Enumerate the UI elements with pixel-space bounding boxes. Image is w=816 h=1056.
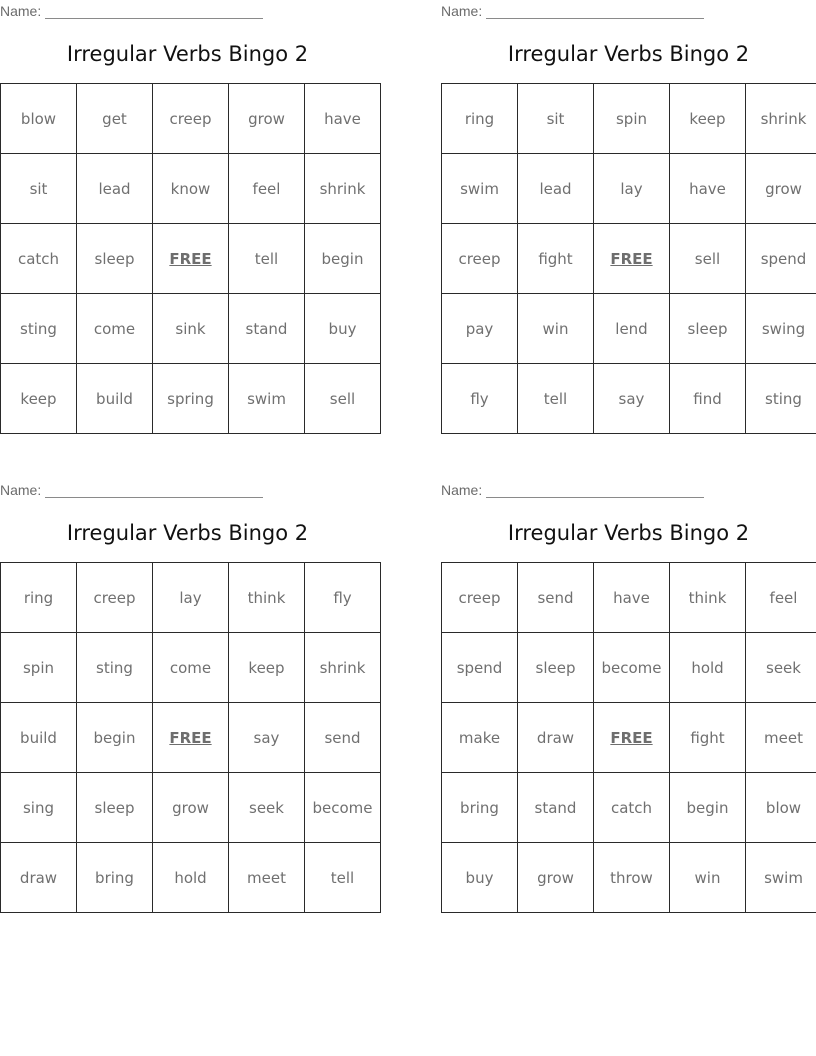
bingo-cell: buy bbox=[305, 294, 381, 364]
bingo-cell: sit bbox=[518, 84, 594, 154]
grid-row bbox=[1, 703, 381, 773]
grid-row bbox=[1, 773, 381, 843]
bingo-cell: lend bbox=[594, 294, 670, 364]
bingo-grid bbox=[0, 562, 381, 913]
free-space-cell: FREE bbox=[153, 224, 229, 294]
grid-row bbox=[442, 294, 816, 364]
bingo-cell: spring bbox=[153, 364, 229, 434]
bingo-cell: begin bbox=[305, 224, 381, 294]
bingo-cell: swim bbox=[746, 843, 816, 913]
bingo-cell: catch bbox=[594, 773, 670, 843]
bingo-cell: send bbox=[305, 703, 381, 773]
bingo-cell: become bbox=[594, 633, 670, 703]
bingo-cell: grow bbox=[746, 154, 816, 224]
bingo-cell: hold bbox=[670, 633, 746, 703]
bingo-cell: have bbox=[594, 563, 670, 633]
bingo-cell: hold bbox=[153, 843, 229, 913]
bingo-cell: begin bbox=[77, 703, 153, 773]
bingo-cell: know bbox=[153, 154, 229, 224]
card-title: Irregular Verbs Bingo 2 bbox=[507, 521, 750, 545]
bingo-cell: send bbox=[518, 563, 594, 633]
bingo-cell: build bbox=[77, 364, 153, 434]
bingo-cell: come bbox=[77, 294, 153, 364]
free-space-cell: FREE bbox=[594, 703, 670, 773]
name-field bbox=[0, 482, 263, 498]
bingo-cell: win bbox=[670, 843, 746, 913]
bingo-cell: creep bbox=[77, 563, 153, 633]
grid-row bbox=[1, 224, 381, 294]
bingo-cell: shrink bbox=[305, 154, 381, 224]
bingo-cell: sink bbox=[153, 294, 229, 364]
grid-row bbox=[442, 84, 816, 154]
bingo-cell: spin bbox=[1, 633, 77, 703]
bingo-cell: lead bbox=[518, 154, 594, 224]
bingo-cell: sleep bbox=[77, 773, 153, 843]
bingo-cell: have bbox=[305, 84, 381, 154]
bingo-cell: catch bbox=[1, 224, 77, 294]
bingo-cell: seek bbox=[746, 633, 816, 703]
name-blank-line[interactable] bbox=[486, 485, 704, 498]
grid-row bbox=[1, 843, 381, 913]
name-label: Name: bbox=[441, 3, 483, 19]
bingo-cell: bring bbox=[442, 773, 518, 843]
bingo-cell: get bbox=[77, 84, 153, 154]
free-space-cell: FREE bbox=[594, 224, 670, 294]
bingo-cell: sell bbox=[670, 224, 746, 294]
bingo-cell: keep bbox=[1, 364, 77, 434]
bingo-cell: grow bbox=[153, 773, 229, 843]
bingo-cell: tell bbox=[305, 843, 381, 913]
bingo-cell: tell bbox=[518, 364, 594, 434]
bingo-cell: stand bbox=[229, 294, 305, 364]
bingo-cell: think bbox=[670, 563, 746, 633]
bingo-cell: ring bbox=[1, 563, 77, 633]
grid-row bbox=[442, 154, 816, 224]
bingo-cell: win bbox=[518, 294, 594, 364]
grid-row bbox=[1, 294, 381, 364]
bingo-cell: spend bbox=[442, 633, 518, 703]
bingo-cell: swim bbox=[229, 364, 305, 434]
bingo-cell: fight bbox=[518, 224, 594, 294]
bingo-cell: draw bbox=[1, 843, 77, 913]
name-label: Name: bbox=[0, 3, 42, 19]
grid-row bbox=[1, 364, 381, 434]
bingo-cell: sleep bbox=[670, 294, 746, 364]
bingo-cell: begin bbox=[670, 773, 746, 843]
name-field bbox=[0, 3, 263, 19]
bingo-cell: buy bbox=[442, 843, 518, 913]
bingo-cell: sell bbox=[305, 364, 381, 434]
grid-row bbox=[1, 633, 381, 703]
free-space-cell: FREE bbox=[153, 703, 229, 773]
bingo-cell: fly bbox=[442, 364, 518, 434]
card-title: Irregular Verbs Bingo 2 bbox=[507, 42, 750, 66]
bingo-cell: blow bbox=[746, 773, 816, 843]
bingo-cell: think bbox=[229, 563, 305, 633]
bingo-cell: meet bbox=[746, 703, 816, 773]
bingo-cell: sleep bbox=[77, 224, 153, 294]
grid-row bbox=[1, 84, 381, 154]
bingo-cell: tell bbox=[229, 224, 305, 294]
name-label: Name: bbox=[0, 482, 42, 498]
bingo-cell: sing bbox=[1, 773, 77, 843]
bingo-cell: build bbox=[1, 703, 77, 773]
bingo-cell: swing bbox=[746, 294, 816, 364]
name-field bbox=[441, 3, 704, 19]
bingo-grid bbox=[441, 83, 816, 434]
bingo-cell: become bbox=[305, 773, 381, 843]
bingo-cell: draw bbox=[518, 703, 594, 773]
bingo-cell: throw bbox=[594, 843, 670, 913]
bingo-cell: creep bbox=[153, 84, 229, 154]
bingo-cell: lay bbox=[594, 154, 670, 224]
bingo-cell: sting bbox=[77, 633, 153, 703]
grid-row bbox=[442, 633, 816, 703]
bingo-cell: feel bbox=[229, 154, 305, 224]
bingo-cell: sting bbox=[746, 364, 816, 434]
name-field bbox=[441, 482, 704, 498]
bingo-cell: fight bbox=[670, 703, 746, 773]
bingo-cell: say bbox=[594, 364, 670, 434]
bingo-cell: keep bbox=[229, 633, 305, 703]
grid-row bbox=[1, 563, 381, 633]
bingo-cell: grow bbox=[229, 84, 305, 154]
bingo-cell: spin bbox=[594, 84, 670, 154]
bingo-grid bbox=[441, 562, 816, 913]
bingo-cell: bring bbox=[77, 843, 153, 913]
bingo-cell: make bbox=[442, 703, 518, 773]
name-blank-line[interactable] bbox=[45, 6, 263, 19]
grid-row bbox=[442, 703, 816, 773]
name-blank-line[interactable] bbox=[486, 6, 704, 19]
bingo-cell: come bbox=[153, 633, 229, 703]
bingo-cell: spend bbox=[746, 224, 816, 294]
bingo-cell: sleep bbox=[518, 633, 594, 703]
bingo-cell: ring bbox=[442, 84, 518, 154]
bingo-cell: pay bbox=[442, 294, 518, 364]
bingo-cell: say bbox=[229, 703, 305, 773]
bingo-cell: shrink bbox=[305, 633, 381, 703]
bingo-cell: stand bbox=[518, 773, 594, 843]
bingo-cell: blow bbox=[1, 84, 77, 154]
grid-row bbox=[442, 773, 816, 843]
bingo-cell: have bbox=[670, 154, 746, 224]
grid-row bbox=[442, 224, 816, 294]
bingo-cell: lay bbox=[153, 563, 229, 633]
name-label: Name: bbox=[441, 482, 483, 498]
bingo-cell: meet bbox=[229, 843, 305, 913]
bingo-cell: shrink bbox=[746, 84, 816, 154]
bingo-cell: find bbox=[670, 364, 746, 434]
bingo-cell: sit bbox=[1, 154, 77, 224]
bingo-cell: keep bbox=[670, 84, 746, 154]
grid-row bbox=[1, 154, 381, 224]
grid-row bbox=[442, 364, 816, 434]
bingo-cell: swim bbox=[442, 154, 518, 224]
bingo-cell: creep bbox=[442, 563, 518, 633]
bingo-cell: lead bbox=[77, 154, 153, 224]
grid-row bbox=[442, 843, 816, 913]
name-blank-line[interactable] bbox=[45, 485, 263, 498]
bingo-cell: fly bbox=[305, 563, 381, 633]
bingo-cell: sting bbox=[1, 294, 77, 364]
bingo-grid bbox=[0, 83, 381, 434]
bingo-cell: grow bbox=[518, 843, 594, 913]
card-title: Irregular Verbs Bingo 2 bbox=[66, 42, 309, 66]
grid-row bbox=[442, 563, 816, 633]
bingo-cell: feel bbox=[746, 563, 816, 633]
card-title: Irregular Verbs Bingo 2 bbox=[66, 521, 309, 545]
bingo-cell: creep bbox=[442, 224, 518, 294]
bingo-cell: seek bbox=[229, 773, 305, 843]
